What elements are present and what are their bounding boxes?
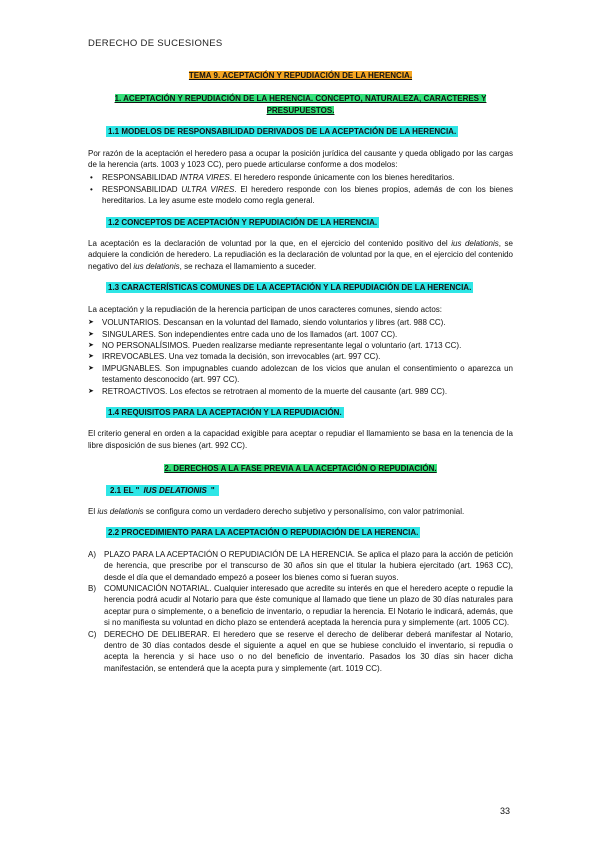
- list-item: B) COMUNICACIÓN NOTARIAL. Cualquier interesado que acredite su interés en que el heredero acepte o repudie la herencia podrá acudir al Notario para que éste comunique al llamado que tiene un plazo de 30 días naturales para aceptar pura o simplemente, o a beneficio de inventario, o repudiar la herencia. El Notario le indicará, además, que si no manifiesta su voluntad en dicho plazo se entenderá aceptada la herencia pura y simplemente (art. 1005 CC).: [88, 584, 513, 628]
- subsection-2-1-title-row: [88, 485, 513, 496]
- list-item: ➤ VOLUNTARIOS. Descansan en la voluntad del llamado, siendo voluntarios y libres (art. 988 CC).: [88, 317, 513, 328]
- common-characteristics-list: [88, 317, 513, 397]
- list-item: ➤ IMPUGNABLES. Son impugnables cuando adolezcan de los vicios que anulan el consentimiento o aparezca un testamento desconocido (art. 997 CC).: [88, 363, 513, 386]
- list-item: • RESPONSABILIDAD ULTRA VIRES. El heredero responde con los bienes propios, además de con los bienes hereditarios. La ley asume este modelo como regla general.: [88, 184, 513, 207]
- list-item: • RESPONSABILIDAD INTRA VIRES. El heredero responde únicamente con los bienes hereditarios.: [88, 172, 513, 183]
- list-item: ➤ RETROACTIVOS. Los efectos se retrotraen al momento de la muerte del causante (art. 989 CC).: [88, 386, 513, 397]
- responsibility-models-list: [88, 172, 513, 206]
- section-1-title: 1. ACEPTACIÓN Y REPUDIACIÓN DE LA HERENCIA. CONCEPTO, NATURALEZA, CARACTERES Y PRESUPUESTOS.: [114, 94, 487, 115]
- page-number: 33: [500, 806, 511, 816]
- subsection-1-2-title: 1.2 CONCEPTOS DE ACEPTACIÓN Y REPUDIACIÓN DE LA HERENCIA.: [108, 217, 378, 227]
- running-header: DERECHO DE SUCESIONES: [88, 38, 223, 49]
- list-item: ➤ SINGULARES. Son independientes entre cada uno de los llamados (art. 1007 CC).: [88, 329, 513, 340]
- page-content: [88, 68, 513, 674]
- tema-title-row: [88, 70, 513, 81]
- subsection-2-1-title: 2.1 EL " IUS DELATIONIS ": [106, 485, 219, 496]
- subsection-1-4-title-row: [88, 407, 513, 418]
- subsection-2-2-title-row: [88, 527, 513, 538]
- tema-title: TEMA 9. ACEPTACIÓN Y REPUDIACIÓN DE LA HERENCIA.: [188, 71, 413, 80]
- section-2-title: 2. DERECHOS A LA FASE PREVIA A LA ACEPTACIÓN O REPUDIACIÓN.: [164, 464, 437, 474]
- list-item: C) DERECHO DE DELIBERAR. El heredero que se reserve el derecho de deliberar deberá manifestar al Notario, dentro de 30 días contados desde el siguiente a aquel en que se hubiese concluido el inventario, si repudia o acepta la herencia y si hace uso o no del beneficio de inventario. Pasados los 30 días sin hacer dicha manifestación, se entenderá que la acepta pura y simplemente (art. 1019 CC).: [88, 629, 513, 673]
- subsection-1-2-paragraph: La aceptación es la declaración de voluntad por la que, en el ejercicio del contenido positivo del ius delationis, se adquiere la condición de heredero. La repudiación es la declaración de voluntad por la que, en el ejercicio del contenido negativo del ius delationis, se rechaza el llamamiento a suceder.: [88, 239, 513, 271]
- subsection-1-4-paragraph: El criterio general en orden a la capacidad exigible para aceptar o repudiar el llamamiento se basa en la tenencia de la libre disposición de sus bienes (art. 992 CC).: [88, 429, 513, 450]
- subsection-1-1-title: 1.1 MODELOS DE RESPONSABILIDAD DERIVADOS DE LA ACEPTACIÓN DE LA HERENCIA.: [108, 127, 457, 137]
- subsection-1-1-paragraph: Por razón de la aceptación el heredero pasa a ocupar la posición jurídica del causante y queda obligado por las cargas de la herencia (arts. 1003 y 1023 CC), pero puede articularse conforme a dos modelos:: [88, 148, 513, 170]
- subsection-2-2-title: 2.2 PROCEDIMIENTO PARA LA ACEPTACIÓN O REPUDIACIÓN DE LA HERENCIA.: [108, 528, 419, 538]
- list-item: A) PLAZO PARA LA ACEPTACIÓN O REPUDIACIÓN DE LA HERENCIA. Se aplica el plazo para la acción de petición de herencia, que prescribe por el transcurso de 30 años sin que el titular la hubiera ejercitado (art. 1963 CC), desde el día que el demandado empezó a poseer los bienes como si fueran suyos.: [88, 549, 513, 582]
- section-2-title-row: [88, 463, 513, 474]
- subsection-1-4-title: 1.4 REQUISITOS PARA LA ACEPTACIÓN Y LA REPUDIACIÓN.: [108, 407, 342, 417]
- subsection-1-3-paragraph: La aceptación y la repudiación de la herencia participan de unos caracteres comunes, siendo actos:: [88, 304, 442, 314]
- section-1-title-row: [88, 93, 513, 116]
- subsection-1-1-title-row: [88, 126, 513, 137]
- subsection-1-3-title: 1.3 CARACTERÍSTICAS COMUNES DE LA ACEPTACIÓN Y LA REPUDIACIÓN DE LA HERENCIA.: [108, 283, 472, 293]
- subsection-2-1-paragraph: El ius delationis se configura como un verdadero derecho subjetivo y personalísimo, con valor patrimonial.: [88, 506, 465, 516]
- procedure-list: [88, 549, 513, 674]
- subsection-1-2-title-row: [88, 217, 513, 228]
- subsection-1-3-title-row: [88, 282, 513, 293]
- list-item: ➤ IRREVOCABLES. Una vez tomada la decisión, son irrevocables (art. 997 CC).: [88, 351, 513, 362]
- list-item: ➤ NO PERSONALÍSIMOS. Pueden realizarse mediante representante legal o voluntario (art. 1713 CC).: [88, 340, 513, 351]
